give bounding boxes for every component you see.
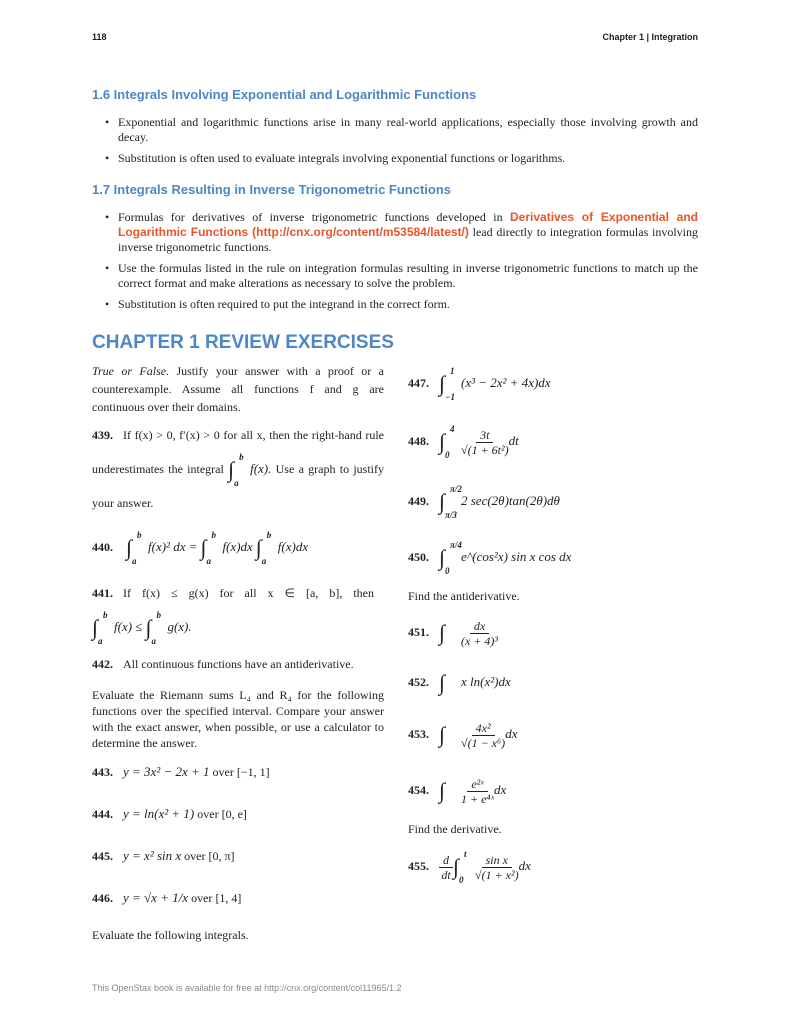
exercise-number: 439.	[92, 428, 113, 442]
upper-limit: π/4	[450, 540, 462, 551]
interval: [0, e]	[221, 807, 247, 821]
function-expression: y = x² sin x	[123, 848, 182, 863]
differential: dx	[505, 726, 518, 741]
exercise-447	[408, 366, 700, 403]
exercise-text: All continuous functions have an antiderivative.	[123, 657, 354, 671]
list-item: • Substitution is often required to put the integrand in the correct form.	[92, 297, 698, 312]
exercise-442	[92, 656, 384, 673]
exercise-number: 454.	[408, 783, 429, 797]
right-column	[408, 366, 700, 886]
denominator: √(1 + x²)	[475, 867, 519, 882]
exercise-450	[408, 540, 700, 577]
integral-sign: ∫	[439, 778, 446, 804]
integral-sign: ∫ 1 −1	[439, 366, 455, 403]
section-1-6-list	[92, 115, 698, 172]
fraction	[461, 619, 498, 648]
upper-limit: b	[211, 530, 216, 541]
upper-limit: b	[266, 530, 272, 541]
exercise-444	[92, 805, 384, 823]
interval: [0, π]	[208, 849, 235, 863]
exercise-449	[408, 484, 700, 521]
numerator: e²ˣ	[467, 777, 487, 792]
over-label: over	[212, 765, 234, 779]
integral-sign: ∫ π/2 π/3	[439, 484, 462, 521]
chapter-review-title: CHAPTER 1 REVIEW EXERCISES	[92, 332, 394, 353]
upper-limit: 4	[450, 424, 455, 435]
numerator: 4x²	[472, 721, 495, 736]
exercise-452	[408, 665, 700, 699]
integral-sign: ∫ b a	[92, 610, 108, 647]
numerator: dx	[470, 619, 489, 634]
exercise-number: 451.	[408, 625, 429, 639]
exercise-number: 446.	[92, 891, 113, 905]
list-item: • Substitution is often used to evaluate integrals involving exponential functions or logarithms.	[92, 151, 698, 166]
section-1-7-list	[92, 210, 698, 318]
running-header: Chapter 1 | Integration	[602, 32, 698, 42]
integral-sign: ∫	[439, 670, 446, 696]
exercise-451	[408, 615, 700, 649]
integrand: f(x) ≤	[114, 619, 143, 634]
integral-sign: ∫ b a	[145, 610, 161, 647]
summary-area	[92, 87, 698, 354]
denominator: √(1 + 6t²)	[461, 442, 509, 457]
denominator: √(1 − x⁶)	[461, 735, 506, 750]
numerator: 3t	[476, 428, 493, 443]
lower-limit: a	[234, 478, 239, 489]
denominator: 1 + e⁴ˣ	[461, 791, 494, 806]
exercise-text: If f(x) > 0, f′(x) > 0 for all x, then the right-hand rule underestimates the integral	[92, 428, 384, 476]
differential: dt	[508, 433, 519, 448]
footer-text: This OpenStax book is available for free at http://cnx.org/content/col11965/1.2	[92, 983, 402, 993]
exercise-453	[408, 717, 700, 751]
over-label: over	[191, 891, 213, 905]
exercise-number: 444.	[92, 807, 113, 821]
exercise-number: 440.	[92, 540, 113, 554]
upper-limit: t	[464, 849, 467, 860]
function-expression: y = √x + 1/x	[123, 890, 189, 905]
upper-limit: b	[137, 530, 142, 541]
true-false-intro	[92, 362, 384, 416]
function-expression: y = 3x² − 2x + 1	[123, 764, 210, 779]
fraction	[461, 721, 505, 750]
exercise-448	[408, 424, 700, 461]
derivatives-link[interactable]: Derivatives of Exponential and Logarithmic Functions (http://cnx.org/content/m53584/latest/)	[118, 210, 698, 239]
integral-sign: ∫	[439, 722, 446, 748]
denominator: dt	[441, 867, 451, 882]
fraction	[475, 853, 519, 882]
exercise-number: 447.	[408, 376, 429, 390]
upper-limit: b	[103, 610, 108, 621]
fraction	[461, 428, 509, 457]
list-item: • Use the formulas listed in the rule on integration formulas resulting in inverse trigonometric functions to match up the correct format and make alterations as necessary to solve the problem.	[92, 261, 698, 291]
section-heading-1-7: 1.7 Integrals Resulting in Inverse Trigonometric Functions	[92, 182, 452, 197]
exercise-446	[92, 889, 384, 907]
lower-limit: a	[132, 556, 137, 567]
numerator: sin x	[482, 853, 512, 868]
over-label: over	[197, 807, 219, 821]
list-item: • Exponential and logarithmic functions arise in many real-world applications, especially those involving growth and decay.	[92, 115, 698, 145]
exercise-441	[92, 576, 384, 647]
exercise-number: 453.	[408, 727, 429, 741]
exercise-445	[92, 847, 384, 865]
interval: [−1, 1]	[236, 765, 270, 779]
lower-limit: 0	[445, 566, 450, 577]
integrand: f(x)dx	[222, 539, 253, 554]
integral-sign: ∫ t 0	[453, 849, 467, 886]
lower-limit: 0	[459, 875, 464, 886]
list-item	[92, 210, 698, 255]
upper-limit: π/2	[450, 484, 462, 495]
exercise-439	[92, 418, 384, 520]
interval: [1, 4]	[215, 891, 242, 905]
over-label: over	[184, 849, 206, 863]
integral-sign: ∫ π/4 0	[439, 540, 462, 577]
integral-sign: ∫ b a	[228, 452, 244, 489]
integrand: (x³ − 2x² + 4x)dx	[461, 375, 551, 390]
upper-limit: b	[156, 610, 161, 621]
exercise-number: 450.	[408, 550, 429, 564]
text: lead directly to integration formulas involving inverse trigonometric functions.	[118, 225, 698, 254]
exercise-text: Use a graph to justify your answer.	[92, 462, 384, 510]
integrand: g(x).	[167, 619, 192, 634]
integrand: 2 sec(2θ)tan(2θ)dθ	[461, 493, 560, 508]
lower-limit: a	[206, 556, 211, 567]
integral-sign: ∫ b a	[255, 530, 272, 567]
exercise-number: 455.	[408, 859, 429, 873]
lower-limit: 0	[445, 450, 450, 461]
exercise-text: If f(x) ≤ g(x) for all x ∈ [a, b], then	[123, 586, 374, 600]
integrand: f(x)² dx =	[148, 539, 198, 554]
derivative-intro: Find the derivative.	[408, 822, 502, 836]
exercise-443	[92, 763, 384, 781]
section-heading-1-6: 1.6 Integrals Involving Exponential and Logarithmic Functions	[92, 87, 477, 102]
left-column	[92, 362, 384, 944]
antiderivative-intro: Find the antiderivative.	[408, 589, 520, 603]
exercise-440	[92, 530, 384, 567]
page-number: 118	[92, 32, 107, 42]
derivative-operator	[439, 853, 453, 882]
exercise-454	[408, 773, 700, 807]
integral-sign: ∫	[439, 620, 446, 646]
integral-sign: ∫ b a	[126, 530, 142, 567]
exercise-number: 441.	[92, 586, 113, 600]
integral-sign: ∫ 4 0	[439, 424, 455, 461]
exercise-number: 442.	[92, 657, 113, 671]
exercise-number: 448.	[408, 434, 429, 448]
denominator: (x + 4)³	[461, 633, 499, 648]
exercise-number: 449.	[408, 494, 429, 508]
lower-limit: −1	[445, 392, 455, 403]
integrand: e^(cos²x) sin x cos dx	[461, 549, 572, 564]
exercise-number: 443.	[92, 765, 113, 779]
exercise-455	[408, 846, 700, 886]
lower-limit: a	[151, 636, 156, 647]
differential: dx	[493, 782, 507, 797]
integral-sign: ∫ b a	[200, 530, 216, 567]
integrand: f(x)dx	[277, 539, 309, 554]
text: Formulas for derivatives of inverse trigonometric functions developed in	[118, 210, 511, 224]
intro-text: Justify your answer with a proof or a counterexample. Assume all functions f and g are continuous over their domains.	[92, 364, 384, 414]
fraction	[461, 777, 494, 806]
evaluate-intro: Evaluate the following integrals.	[92, 928, 249, 942]
lower-limit: π/3	[445, 510, 457, 521]
function-expression: y = ln(x² + 1)	[123, 806, 195, 821]
upper-limit: b	[239, 452, 244, 463]
integrand: x ln(x²)dx	[461, 674, 511, 689]
lower-limit: a	[261, 556, 267, 567]
differential: dx	[518, 858, 531, 873]
exercise-number: 452.	[408, 675, 429, 689]
integrand: f(x).	[250, 461, 272, 476]
riemann-intro: Evaluate the Riemann sums L₄ and R₄ for the following functions over the specified interval. Compare your answer with the exact answer, when possible, or use a calculator to determine the answer.	[92, 688, 384, 750]
upper-limit: 1	[450, 366, 455, 377]
lower-limit: a	[98, 636, 103, 647]
exercise-number: 445.	[92, 849, 113, 863]
intro-label: True or False.	[92, 364, 170, 378]
numerator: d	[439, 853, 453, 868]
